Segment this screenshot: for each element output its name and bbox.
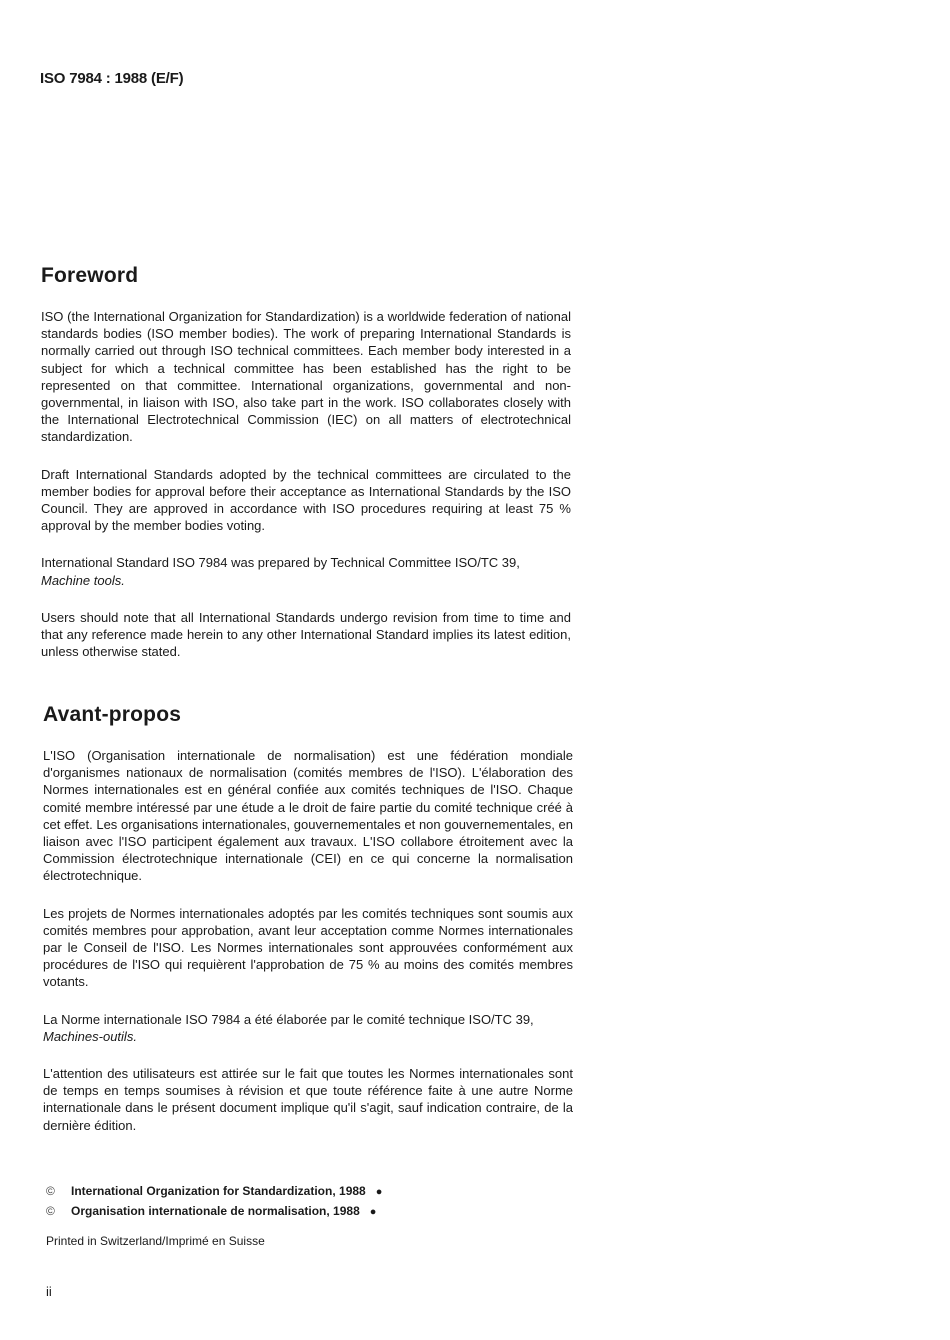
foreword-paragraph-1: ISO (the International Organization for Standardization) is a worldwide federation of national standards bodies (ISO member bodies). The work of preparing International Standards is normally carried out through ISO technical committees. Each member body interested in a subject for which a technical committee has been established has the right to be represented on that committee. International organizations, governmental and non-governmental, in liaison with ISO, also take part in the work. ISO collaborates closely with the International Electrotechnical Commission (IEC) on all matters of electrotechnical standardization. (41, 309, 571, 445)
copyright-french-text: Organisation internationale de normalisation, 1988 (71, 1204, 360, 1218)
avant-propos-paragraph-4: L'attention des utilisateurs est attirée sur le fait que toutes les Normes internationales sont de temps en temps soumises à révision et que toute référence faite à une autre Norme internationale dans le présent document implique qu'il s'agit, sauf indication contraire, de la dernière édition. (43, 1066, 573, 1133)
page-number: ii (46, 1284, 52, 1299)
avant-propos-paragraph-1: L'ISO (Organisation internationale de normalisation) est une fédération mondiale d'organismes nationaux de normalisation (comités membres de l'ISO). L'élaboration des Normes internationales est en général confiée aux comités techniques de l'ISO. Chaque comité membre intéressé par une étude a le droit de faire partie du comité technique créé à cet effet. Les organisations internationales, gouvernementales et non gouvernementales, en liaison avec l'ISO participent également aux travaux. L'ISO collabore étroitement avec la Commission électrotechnique internationale (CEI) en ce qui concerne la normalisation électrotechnique. (43, 748, 573, 884)
avant-propos-title: Avant-propos (43, 703, 182, 726)
copyright-icon: © (46, 1204, 55, 1218)
avant-propos-section (43, 703, 573, 1154)
foreword-committee-title: Machine tools. (41, 572, 125, 588)
foreword-section (41, 264, 571, 680)
copyright-english-text: International Organization for Standardization, 1988 (71, 1184, 366, 1198)
foreword-paragraph-3 (41, 554, 571, 588)
copyright-english (46, 1184, 382, 1198)
avant-propos-paragraph-3 (43, 1011, 573, 1045)
copyright-french (46, 1204, 376, 1218)
document-reference: ISO 7984 : 1988 (E/F) (40, 70, 184, 87)
foreword-paragraph-4: Users should note that all International Standards undergo revision from time to time and that any reference made herein to any other International Standard implies its latest edition, unless otherwise stated. (41, 609, 571, 660)
printed-in-notice: Printed in Switzerland/Imprimé en Suisse (46, 1234, 265, 1248)
avant-propos-paragraph-2: Les projets de Normes internationales adoptés par les comités techniques sont soumis aux comités membres pour approbation, avant leur acceptation comme Normes internationales par le Conseil de l'ISO. Les Normes internationales sont approuvées conformément aux procédures de l'ISO qui requièrent l'approbation de 75 % au moins des comités membres votants. (43, 905, 573, 990)
avant-propos-committee-title: Machines-outils. (43, 1028, 137, 1044)
foreword-paragraph-3-text: International Standard ISO 7984 was prepared by Technical Committee ISO/TC 39, (41, 555, 520, 571)
foreword-paragraph-2: Draft International Standards adopted by the technical committees are circulated to the member bodies for approval before their acceptance as International Standards by the ISO Council. They are approved in accordance with ISO procedures requiring at least 75 % approval by the member bodies voting. (41, 466, 571, 534)
bullet-icon: ● (369, 1206, 377, 1218)
copyright-icon: © (46, 1184, 55, 1198)
foreword-title: Foreword (41, 264, 139, 287)
avant-propos-paragraph-3-text: La Norme internationale ISO 7984 a été élaborée par le comité technique ISO/TC 39, (43, 1011, 534, 1027)
bullet-icon: ● (375, 1186, 383, 1198)
